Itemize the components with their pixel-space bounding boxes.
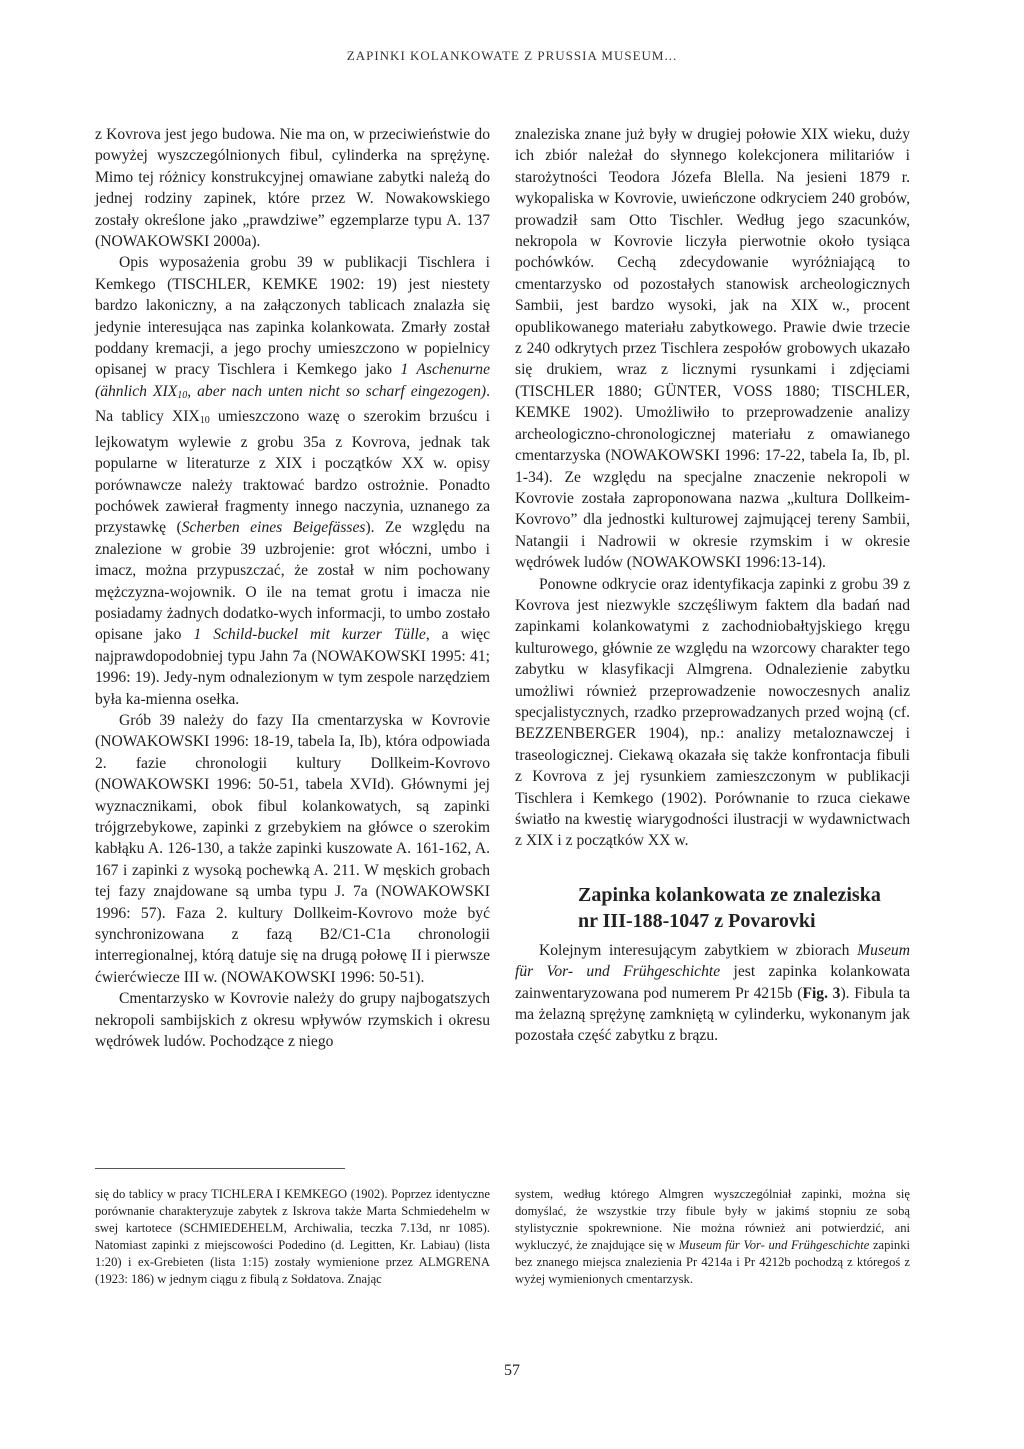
paragraph (515, 940, 910, 1047)
left-column (95, 124, 490, 1052)
paragraph: z Kovrova jest jego budowa. Nie ma on, w przeciwieństwie do powyżej wyszczególnionych fibul, cylinderka na sprężynę. Mimo tej różnicy konstrukcyjnej omawiane zabytki należą do jednej rodziny zapinek, które przez W. Nowakowskiego zostały określone jako „prawdziwe” egzemplarze typu A. 137 (NOWAKOWSKI 2000a). (95, 126, 490, 251)
paragraph: Ponowne odkrycie oraz identyfikacja zapinki z grobu 39 z Kovrova jest niezwykle szczęśliwym faktem dla badań nad zapinkami kolankowatymi z zachodniobałtyjskiego kręgu kulturowego, głównie ze względu na wzorcowy charakter tego zabytku w klasyfikacji Almgrena. Odnalezienie zabytku umożliwi również przeprowadzenie nowoczesnych analiz specjalistycznych, rzadko przeprowadzanych przed wojną (cf. BEZZENBERGER 1904), np.: analizy metaloznawczej i traseologicznej. Ciekawą okazała się także konfrontacja fibuli z Kovrova z jej rysunkiem zamieszczonym w publikacji Tischlera i Kemkego (1902). Porównanie to rzuca ciekawe światło na kwestię wiarygodności ilustracji w wydawnictwach z XIX i z początków XX w. (515, 575, 910, 850)
running-head: ZAPINKI KOLANKOWATE Z PRUSSIA MUSEUM... (346, 48, 678, 63)
section-heading-line: Zapinka kolankowata ze znaleziska (578, 883, 881, 906)
text-run: . Na tablicy XIX (95, 382, 490, 426)
italic-text: Museum für Vor- und Frühgeschichte (515, 941, 910, 981)
text-run: umieszczono wazę o szerokim brzuścu i lejkowatym wylewie z grobu 35a z Kovrova, jednak tak popularne w literaturze z XIX i początków XX w. opisy porównawcze należy traktować bardzo ostrożnie. Ponadto pochówek zawierał fragmenty innego naczynia, uznanego za przystawkę ( (95, 408, 490, 537)
paragraph (95, 252, 490, 710)
right-column (515, 124, 910, 1047)
section-heading (578, 882, 910, 934)
text-run: jest zapinka kolankowata zainwentaryzowana pod numerem Pr 4215b ( (515, 963, 910, 1002)
paragraph: znaleziska znane już były w drugiej połowie XIX wieku, duży ich zbiór należał do słynnego kolekcjonera militariów i starożytności Teodora Józefa Blella. Na jesieni 1879 r. wykopaliska w Kovrovie, uwieńczone odkryciem 240 grobów, prowadził sam Otto Tischler. Według jego szacunków, nekropola w Kovrovie liczyła pierwotnie około tysiąca pochówków. Cechą zdecydowanie wyróżniającą to cmentarzysko od pozostałych stanowisk archeologicznych Sambii, jest bardzo wysoki, jak na XIX w., procent opublikowanego materiału zabytkowego. Prawie dwie trzecie z 240 odkrytych przez Tischlera zespołów grobowych ukazało się drukiem, wraz z licznymi rysunkami i zdjęciami (TISCHLER 1880; GÜNTER, VOSS 1880; TISCHLER, KEMKE 1902). Umożliwiło to przeprowadzenie analizy archeologiczno-chronologicznej materiału z omawianego cmentarzyska (NOWAKOWSKI 1996: 17-22, tabela Ia, Ib, pl. 1-34). Ze względu na specjalne znaczenie nekropoli w Kovrovie została zaproponowana nazwa „kultura Dollkeim-Kovrovo” dla jednostki kulturowej zajmującej tereny Sambii, Natangii i Nadrowii w okresie rzymskim i w okresie wędrówek ludów (NOWAKOWSKI 1996:13-14). (515, 126, 910, 572)
figure-reference: Fig. 3 (802, 984, 841, 1002)
paragraph: Cmentarzysko w Kovrovie należy do grupy najbogatszych nekropoli sambijskich z okresu wpływów rzymskich i okresu wędrówek ludów. Pochodzące z niego (95, 990, 490, 1051)
italic-text: 1 Schild-buckel mit kurzer Tülle (193, 626, 426, 644)
footnote-left (95, 1186, 490, 1288)
text-run: ). Ze względu na znalezione w grobie 39 uzbrojenie: grot włóczni, umbo i imacz, można przypuszczać, że został w nim pochowany mężczyzna-wojownik. O ile na temat grotu i imacza nie posiadamy żadnych dodatko-wych informacji, to umbo zostało opisane jako (95, 519, 490, 644)
footnote-right (515, 1186, 910, 1288)
italic-text: Scherben eines Beigefässes (181, 519, 366, 537)
italic-text: Museum für Vor- und Frühgeschichte (678, 1238, 870, 1252)
text-run: Opis wyposażenia grobu 39 w publikacji Tischlera i Kemkego (TISCHLER, KEMKE 1902: 19) jest niestety bardzo lakoniczny, a na załączonych tablicach znalazła się jedynie interesująca nas zapinka kolankowata. Zmarły został poddany kremacji, a jego prochy umieszczono w popielnicy opisanej w pracy Tischlera i Kemkego jako (95, 254, 490, 379)
text-run: , a więc najprawdopodobniej typu Jahn 7a (NOWAKOWSKI 1995: 41; 1996: 19). Jedy-nym odnalezionym w tym zespole narzędziem była ka-mienna osełka. (95, 626, 491, 708)
text-run: ). Fibula ta ma żelazną sprężynę zamkniętą w cylinderku, wykonanym jak pozostała część zabytku z brązu. (515, 984, 910, 1045)
paragraph: Grób 39 należy do fazy IIa cmentarzyska w Kovrovie (NOWAKOWSKI 1996: 18-19, tabela Ia, Ib), która odpowiada 2. fazie chronologii kultury Dollkeim-Kovrovo (NOWAKOWSKI 1996: 50-51, tabela XVId). Głównymi jej wyznacznikami, obok fibul kolankowatych, są zapinki trójgrzebykowe, zapinki z grzebykiem na główce o szerokim kabłąku A. 126-130, a także zapinki kuszowate A. 161-162, A. 167 i zapinki z wysoką pochewką A. 211. W męskich grobach tej fazy znajdowane są umba typu J. 7a (NOWAKOWSKI 1996: 57). Faza 2. kultury Dollkeim-Kovrovo może być synchronizowana z fazą B2/C1-C1a chronologii interregionalnej, którą datuje się na drugą połowę II i pierwsze ćwierćwiecze III w. (NOWAKOWSKI 1996: 50-51). (95, 711, 490, 986)
text-run: Kolejnym interesującym zabytkiem w zbiorach (539, 941, 858, 959)
footnote-text: się do tablicy w pracy TICHLERA I KEMKEGO (1902). Poprzez identyczne porównanie charakteryzuje zabytek z Iskrova także Marta Schmiedehelm w swej kartotece (SCHMIEDEHELM, Archiwalia, teczka 7.13d, nr 1085). Natomiast zapinki z miejscowości Podedino (d. Legitten, Kr. Labiau) (lista 1:20) i ex-Grebieten (lista 1:15) zostały wymienione przez ALMGRENA (1923: 186) w jednym ciągu z fibulą z Sołdatova. Znając (95, 1187, 490, 1286)
subscript: 10 (199, 415, 210, 427)
footnote-text: system, według którego Almgren wyszczególniał zapinki, można się domyślać, że wszystkie trzy fibule były w jakimś stopniu ze sobą stylistycznie spokrewnione. Nie można również ani potwierdzić, ani wykluczyć, że znajdujące się w Museum für Vor- und Frühgeschichte zapinki bez znanego miejsca znalezienia Pr 4214a i Pr 4212b pochodzą z któregoś z wyżej wymienionych cmentarzysk. (515, 1187, 911, 1286)
page-number: 57 (504, 1362, 520, 1379)
section-heading-line: nr III-188-1047 z Povarovki (578, 909, 816, 932)
footnote-divider (95, 1168, 345, 1169)
italic-text: 1 Aschenurne (ähnlich $XIX_{10}$, aber nach unten nicht so scharf eingezogen) (95, 361, 490, 401)
